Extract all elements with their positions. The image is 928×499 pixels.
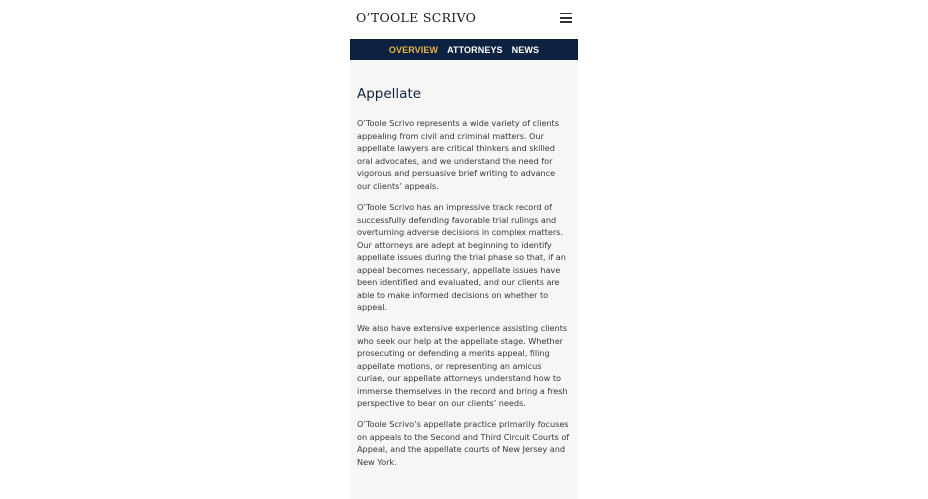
menu-icon-bar [560, 17, 572, 18]
section-nav [350, 39, 578, 60]
nav-tab-overview[interactable]: OVERVIEW [388, 44, 439, 55]
hamburger-menu-icon[interactable] [560, 13, 572, 23]
nav-tab-news[interactable]: NEWS [511, 44, 540, 55]
body-paragraph: O’Toole Scrivo’s appellate practice primarily focuses on appeals to the Second and Third Circuit Courts of Appeal, and the appellate courts of New Jersey and New York. [357, 419, 570, 467]
menu-icon-bar [560, 21, 572, 22]
page-title: Appellate [357, 86, 422, 102]
site-header [350, 0, 578, 39]
main-content [350, 60, 578, 499]
site-logo[interactable]: O’TOOLE SCRIVO [356, 10, 477, 25]
body-paragraph: We also have extensive experience assisting clients who seek our help at the appellate stage. Whether prosecuting or defending a merits appeal, filing appellate motions, or representing an amicus curiae, our appellate attorneys understand how to immerse themselves in the record and bring a fresh perspective to bear on our clients’ needs. [357, 323, 568, 408]
menu-icon-bar [560, 13, 572, 14]
body-paragraph: O’Toole Scrivo has an impressive track record of successfully defending favorable trial rulings and overturning adverse decisions in complex matters. Our attorneys are adept at beginning to identify appellate issues during the trial phase so that, if an appeal becomes necessary, appellate issues have been identified and evaluated, and our clients are able to make informed decisions on whether to appeal. [357, 202, 566, 312]
body-paragraph: O’Toole Scrivo represents a wide variety of clients appealing from civil and criminal matters. Our appellate lawyers are critical thinkers and skilled oral advocates, and we understand the need for vigorous and persuasive brief writing to advance our clients’ appeals. [357, 118, 559, 191]
nav-tab-attorneys[interactable]: ATTORNEYS [447, 44, 503, 55]
